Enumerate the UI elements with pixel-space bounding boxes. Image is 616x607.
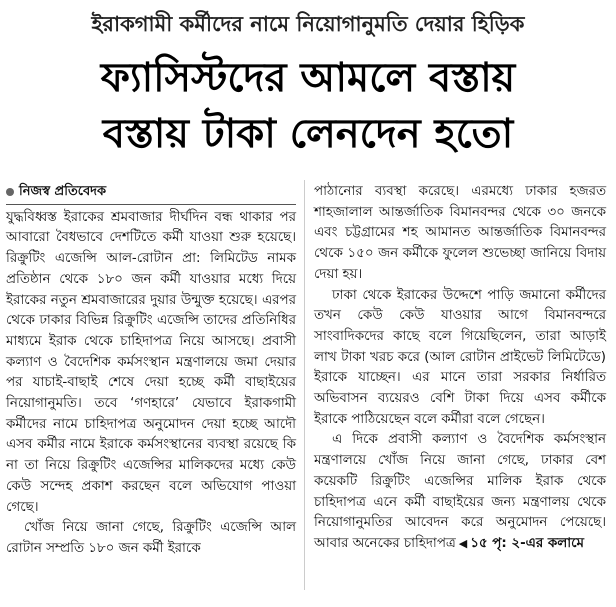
paragraph: খোঁজ নিয়ে জানা গেছে, রিক্রুটিং এজেন্সি আল রোটান সম্প্রতি ১৮০ জন কর্মী ইরাকে: [6, 520, 296, 556]
paragraph: পাঠানোর ব্যবস্থা করেছে। এরমধ্যে ঢাকার হজরত শাহজালাল আন্তর্জাতিক বিমানবন্দর থেকে ৩০ জনকে এবং চট্টগ্রামের শহ আমানত আন্তর্জাতিক বিমানবন্দর থেকে ১৫০ জন কর্মীকে ফুলেল শুভেচ্ছা জানিয়ে বিদায় দেয়া হয়।: [314, 184, 606, 282]
right-column: [314, 182, 606, 555]
bullet-icon: [6, 188, 14, 196]
column-divider: [304, 180, 305, 590]
kicker-line: ইরাকগামী কর্মীদের নামে নিয়োগানুমতি দেয়ার হিড়িক: [91, 12, 525, 36]
jump-reference: ১৫ পৃ: ২-এর কলামে: [470, 535, 584, 551]
headline: [0, 50, 616, 162]
byline-text: নিজস্ব প্রতিবেদক: [19, 184, 107, 199]
byline-rule: [6, 204, 296, 205]
paragraph: ঢাকা থেকে ইরাকের উদ্দেশে পাড়ি জমানো কর্মীদের তখন কেউ কেউ যাওয়ার আগে বিমানবন্দরে সাংবাদিকদের কাছে বলে গিয়েছিলেন, তারা আড়াই লাখ টাকা খরচ করে (আল রোটান প্রাইভেট লিমিটেডে) ইরাকে যাচ্ছেন। এর মানে তারা সরকার নির্ধারিত অভিবাসন ব্যয়েরও বেশি টাকা দিয়ে এসব কর্মীকে ইরাকে পাঠিয়েছেন বলে কর্মীরা বলে গেছেন।: [314, 287, 606, 427]
paragraph: এ দিকে প্রবাসী কল্যাণ ও বৈদেশিক কর্মসংস্থান মন্ত্রণালয়ে খোঁজ নিয়ে জানা গেছে, ঢাকার বেশ কয়েকটি রিক্রুটিং এজেন্সির মালিক ইরাক থেকে চাহিদাপত্র এনে কর্মী বাছাইয়ের জন্য মন্ত্রণালয় থেকে নিয়োগানুমতির আবেদন করে অনুমোদন পেয়েছে। আবার অনেকের চাহিদাপত্র: [314, 432, 606, 551]
byline: [6, 182, 296, 203]
headline-line-1: ফ্যাসিস্টদের আমলে বস্তায়: [100, 55, 516, 101]
left-column: [6, 182, 296, 560]
paragraph: যুদ্ধবিধ্বস্ত ইরাকের শ্রমবাজার দীর্ঘদিন বন্ধ থাকার পর আবারো বৈধভাবে দেশটিতে কর্মী যাওয়া শুরু হয়েছে। রিক্রুটিং এজেন্সি আল-রোটান প্রা: লিমিটেড নামক প্রতিষ্ঠান থেকে ১৮০ জন কর্মী যাওয়ার মধ্যে দিয়ে ইরাকের নতুন শ্রমবাজারের দুয়ার উন্মুক্ত হয়েছে। এরপর থেকে ঢাকার বিভিন্ন রিক্রুটিং এজেন্সি তাদের প্রতিনিধির মাধ্যমে ইরাক থেকে চাহিদাপত্র নিয়ে আসছে। প্রবাসী কল্যাণ ও বৈদেশিক কর্মসংস্থান মন্ত্রণালয়ে জমা দেয়ার পর যাচাই-বাছাই শেষে দেয়া হচ্ছে কর্মী বাছাইয়ের নিয়োগানুমতি। তবে ‘গণহারে’ যেভাবে ইরাকগামী কর্মীদের নামে চাহিদাপত্র অনুমোদন দেয়া হচ্ছে আদৌ এসব কর্মীর নামে ইরাকে কর্মসংস্থানের ব্যবস্থা রয়েছে কি না তা নিয়ে রিক্রুটিং এজেন্সির মালিকদের মধ্যে কেউ কেউ সন্দেহ প্রকাশ করছেন বলে অভিযোগ পাওয়া গেছে।: [6, 209, 296, 515]
paragraph-with-jump: [314, 430, 606, 554]
headline-line-2: বস্তায় টাকা লেনদেন হতো: [102, 111, 514, 157]
jump-triangle-icon: ◀: [458, 536, 468, 550]
